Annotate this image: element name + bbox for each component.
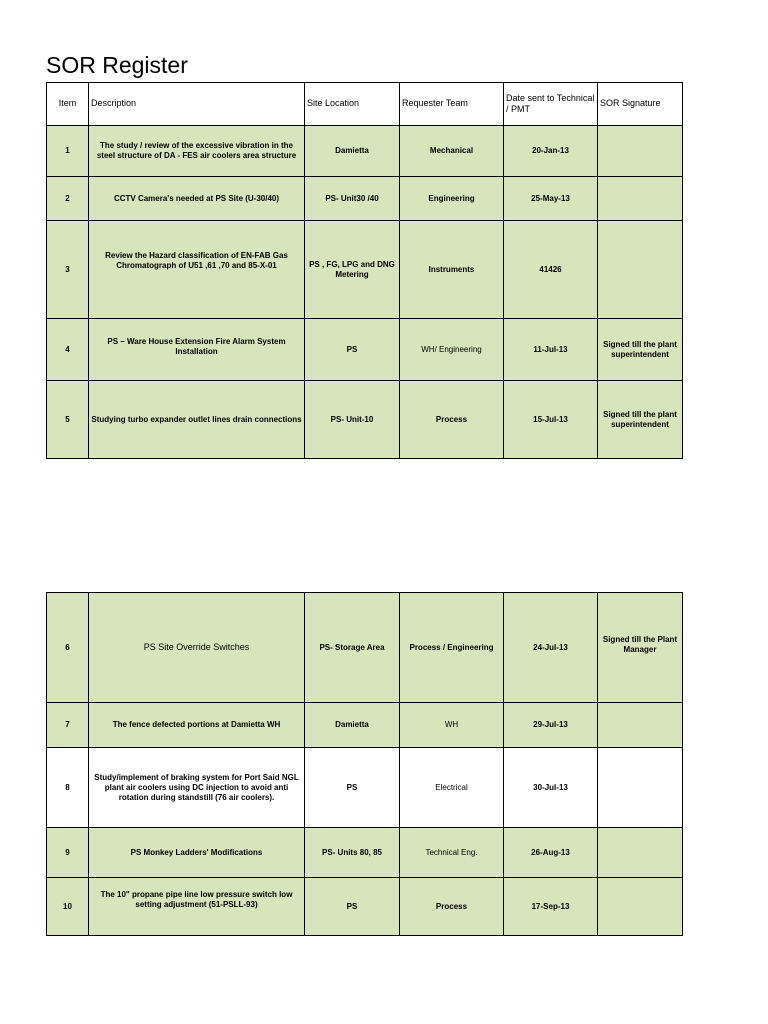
cell-date: 41426 xyxy=(504,221,598,319)
table-row xyxy=(47,381,683,459)
cell-item: 2 xyxy=(47,177,89,221)
table-row xyxy=(47,703,683,748)
cell-description: PS Monkey Ladders' Modifications xyxy=(89,828,305,878)
cell-item: 5 xyxy=(47,381,89,459)
header-description: Description xyxy=(89,83,305,126)
cell-signature xyxy=(598,177,683,221)
cell-date: 24-Jul-13 xyxy=(504,593,598,703)
cell-signature xyxy=(598,703,683,748)
cell-date: 30-Jul-13 xyxy=(504,748,598,828)
table-row xyxy=(47,177,683,221)
header-sor-signature: SOR Signature xyxy=(598,83,683,126)
cell-date: 25-May-13 xyxy=(504,177,598,221)
header-site-location: Site Location xyxy=(305,83,400,126)
cell-team: Mechanical xyxy=(400,126,504,177)
cell-signature xyxy=(598,221,683,319)
cell-item: 9 xyxy=(47,828,89,878)
cell-description: PS – Ware House Extension Fire Alarm System Installation xyxy=(89,319,305,381)
cell-description: Review the Hazard classification of EN-FAB Gas Chromatograph of U51 ,61 ,70 and 85-X-01 xyxy=(89,221,305,319)
cell-item: 10 xyxy=(47,878,89,936)
cell-description: CCTV Camera's needed at PS Site (U-30/40) xyxy=(89,177,305,221)
sor-table-page-2 xyxy=(46,592,683,936)
cell-team: Instruments xyxy=(400,221,504,319)
cell-team: Engineering xyxy=(400,177,504,221)
cell-site: PS- Unit30 /40 xyxy=(305,177,400,221)
cell-date: 29-Jul-13 xyxy=(504,703,598,748)
cell-team: Process xyxy=(400,878,504,936)
cell-signature xyxy=(598,828,683,878)
cell-date: 20-Jan-13 xyxy=(504,126,598,177)
cell-item: 1 xyxy=(47,126,89,177)
page-title: SOR Register xyxy=(46,52,188,78)
cell-date: 17-Sep-13 xyxy=(504,878,598,936)
table-row xyxy=(47,878,683,936)
table-row xyxy=(47,748,683,828)
table-row xyxy=(47,126,683,177)
cell-team: Process xyxy=(400,381,504,459)
cell-signature xyxy=(598,126,683,177)
cell-item: 3 xyxy=(47,221,89,319)
table-row xyxy=(47,319,683,381)
cell-signature xyxy=(598,748,683,828)
cell-item: 6 xyxy=(47,593,89,703)
cell-site: PS xyxy=(305,878,400,936)
table-row xyxy=(47,593,683,703)
cell-site: PS xyxy=(305,319,400,381)
table-row xyxy=(47,828,683,878)
header-row xyxy=(47,83,683,126)
cell-signature xyxy=(598,878,683,936)
cell-site: Damietta xyxy=(305,703,400,748)
cell-site: PS- Unit-10 xyxy=(305,381,400,459)
cell-team: Technical Eng. xyxy=(400,828,504,878)
cell-description: The study / review of the excessive vibration in the steel structure of DA - FES air coolers area structure xyxy=(89,126,305,177)
cell-site: PS , FG, LPG and DNG Metering xyxy=(305,221,400,319)
table-row xyxy=(47,221,683,319)
cell-signature: Signed till the Plant Manager xyxy=(598,593,683,703)
cell-description: Studying turbo expander outlet lines drain connections xyxy=(89,381,305,459)
cell-item: 4 xyxy=(47,319,89,381)
cell-date: 11-Jul-13 xyxy=(504,319,598,381)
cell-site: PS xyxy=(305,748,400,828)
cell-team: Process / Engineering xyxy=(400,593,504,703)
cell-team: WH/ Engineering xyxy=(400,319,504,381)
cell-description: PS Site Override Switches xyxy=(89,593,305,703)
cell-description: Study/implement of braking system for Port Said NGL plant air coolers using DC injection to avoid anti rotation during standstill (76 air coolers). xyxy=(89,748,305,828)
sor-table-page-1 xyxy=(46,82,683,459)
cell-signature: Signed till the plant superintendent xyxy=(598,381,683,459)
cell-description: The fence defected portions at Damietta WH xyxy=(89,703,305,748)
cell-signature: Signed till the plant superintendent xyxy=(598,319,683,381)
cell-item: 8 xyxy=(47,748,89,828)
cell-site: Damietta xyxy=(305,126,400,177)
header-requester-team: Requester Team xyxy=(400,83,504,126)
cell-date: 26-Aug-13 xyxy=(504,828,598,878)
cell-description: The 10" propane pipe line low pressure switch low setting adjustment (51-PSLL-93) xyxy=(89,878,305,936)
cell-team: Electrical xyxy=(400,748,504,828)
cell-date: 15-Jul-13 xyxy=(504,381,598,459)
cell-item: 7 xyxy=(47,703,89,748)
cell-team: WH xyxy=(400,703,504,748)
header-date-sent: Date sent to Technical / PMT xyxy=(504,83,598,126)
cell-site: PS- Units 80, 85 xyxy=(305,828,400,878)
header-item: Item xyxy=(47,83,89,126)
cell-site: PS- Storage Area xyxy=(305,593,400,703)
